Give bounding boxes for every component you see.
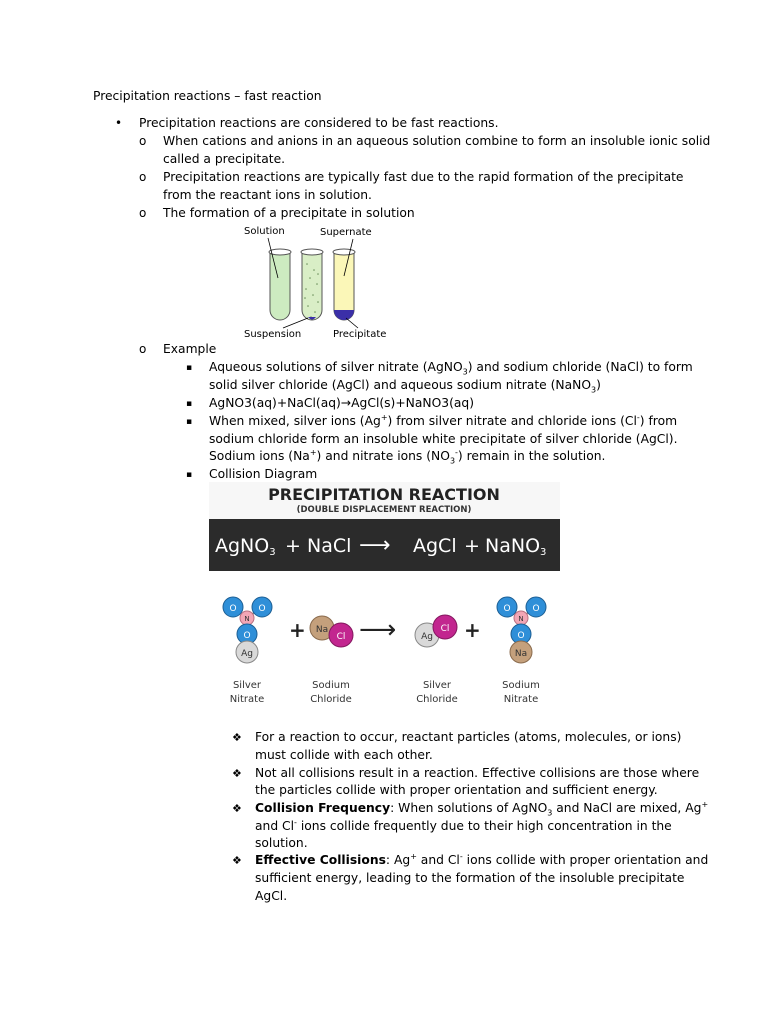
- bullet-diamond: ❖: [232, 731, 242, 744]
- list-item-line: must collide with each other.: [255, 748, 433, 762]
- eq-arrow: ⟶: [359, 533, 391, 558]
- plus-sign: +: [289, 618, 306, 642]
- caption-silver-chloride: Silver: [422, 680, 452, 691]
- svg-text:N: N: [518, 615, 524, 623]
- tube-supernate: [333, 249, 355, 320]
- caption-sodium-nitrate: Nitrate: [503, 694, 539, 705]
- list-item-line: When cations and anions in an aqueous solution combine to form an insoluble ionic solid: [163, 134, 711, 148]
- bullet-square: ▪: [186, 399, 193, 409]
- svg-text:Cl: Cl: [440, 624, 450, 634]
- list-item-line: For a reaction to occur, reactant particles (atoms, molecules, or ions): [255, 730, 682, 744]
- diagram-title: PRECIPITATION REACTION: [268, 485, 500, 504]
- caption-silver-chloride: Chloride: [416, 694, 458, 705]
- bullet-diamond: ❖: [232, 767, 242, 780]
- svg-text:N: N: [244, 615, 250, 623]
- list-item-line: Not all collisions result in a reaction. Effective collisions are those where: [255, 766, 700, 780]
- svg-text:O: O: [258, 604, 266, 614]
- svg-text:O: O: [229, 604, 237, 614]
- list-item-line: Collision Diagram: [209, 467, 318, 481]
- plus-sign: +: [464, 618, 481, 642]
- bullet-disc: •: [115, 116, 123, 130]
- list-item-line: called a precipitate.: [163, 152, 286, 166]
- eq-agno3: AgNO3: [215, 535, 276, 558]
- list-item-line: AgNO3(aq)+NaCl(aq)→AgCl(s)+NaNO3(aq): [209, 396, 475, 410]
- list-item-line: and Cl- ions collide frequently due to their high concentration in the: [255, 817, 672, 833]
- label-solution: Solution: [244, 226, 285, 237]
- eq-nacl: NaCl: [307, 535, 352, 557]
- precipitate-tubes-figure: [238, 222, 390, 342]
- bullet-text: Precipitation reactions are considered to be fast reactions.: [139, 116, 499, 130]
- list-item-line: Precipitation reactions are typically fast due to the rapid formation of the precipitate: [163, 170, 684, 184]
- caption-sodium-nitrate: Sodium: [502, 680, 540, 691]
- list-item-line: sodium chloride form an insoluble white precipitate of silver chloride (AgCl).: [209, 432, 678, 446]
- bullet-square: ▪: [186, 470, 193, 480]
- list-item-line: Effective Collisions: Ag+ and Cl- ions collide with proper orientation and: [255, 851, 709, 867]
- list-item-line: sufficient energy, leading to the formation of the insoluble precipitate: [255, 871, 685, 885]
- list-item-line: the particles collide with proper orientation and sufficient energy.: [255, 783, 658, 797]
- svg-text:O: O: [532, 604, 540, 614]
- svg-text:Na: Na: [514, 649, 528, 659]
- tube-solution: [269, 249, 291, 320]
- eq-nano3: NaNO3: [485, 535, 547, 558]
- list-item-line: from the reactant ions in solution.: [163, 188, 372, 202]
- svg-text:Na: Na: [315, 625, 329, 635]
- reaction-arrow: ⟶: [359, 615, 397, 645]
- caption-sodium-chloride: Chloride: [310, 694, 352, 705]
- list-item-line: AgCl.: [255, 889, 288, 903]
- caption-silver-nitrate: Silver: [232, 680, 262, 691]
- list-item-line: The formation of a precipitate in solution: [163, 206, 415, 220]
- eq-plus: +: [464, 535, 480, 557]
- caption-sodium-chloride: Sodium: [312, 680, 350, 691]
- collision-diagram-figure: [209, 482, 560, 726]
- eq-plus: +: [285, 535, 301, 557]
- list-item-line: Sodium ions (Na+) and nitrate ions $(NO_3^-)$ remain in the solution.: [209, 447, 606, 466]
- bullet-circle: o: [139, 342, 147, 356]
- label-supernate: Supernate: [320, 227, 372, 238]
- bullet-circle: o: [139, 134, 147, 148]
- svg-text:O: O: [503, 604, 511, 614]
- bullet-diamond: ❖: [232, 854, 242, 867]
- svg-text:Ag: Ag: [421, 632, 433, 642]
- bullet-square: ▪: [186, 417, 193, 427]
- page-title: Precipitation reactions – fast reaction: [93, 89, 322, 103]
- list-item-line: solution.: [255, 836, 308, 850]
- bullet-circle: o: [139, 170, 147, 184]
- svg-text:Cl: Cl: [336, 632, 346, 642]
- bullet-diamond: ❖: [232, 802, 242, 815]
- list-item-line: Example: [163, 342, 217, 356]
- tube-suspension: [301, 249, 323, 320]
- list-item-line: Aqueous solutions of silver nitrate (AgNO$_3$) and sodium chloride (NaCl) to form: [209, 360, 693, 377]
- bullet-circle: o: [139, 206, 147, 220]
- caption-silver-nitrate: Nitrate: [229, 694, 265, 705]
- label-suspension: Suspension: [244, 329, 302, 340]
- diagram-subtitle: (DOUBLE DISPLACEMENT REACTION): [296, 505, 472, 515]
- bullet-square: ▪: [186, 363, 193, 373]
- svg-text:O: O: [243, 631, 251, 641]
- svg-text:O: O: [517, 631, 525, 641]
- label-precipitate: Precipitate: [333, 329, 387, 340]
- list-item-line: Collision Frequency: When solutions of AgNO$_3$ and NaCl are mixed, Ag+: [255, 799, 709, 818]
- list-item-line: When mixed, silver ions (Ag+) from silver nitrate and chloride ions (Cl-) from: [209, 412, 678, 428]
- svg-text:Ag: Ag: [241, 649, 253, 659]
- list-item-line: solid silver chloride (AgCl) and aqueous sodium nitrate (NaNO$_3$): [209, 378, 601, 395]
- eq-agcl: AgCl: [413, 535, 457, 557]
